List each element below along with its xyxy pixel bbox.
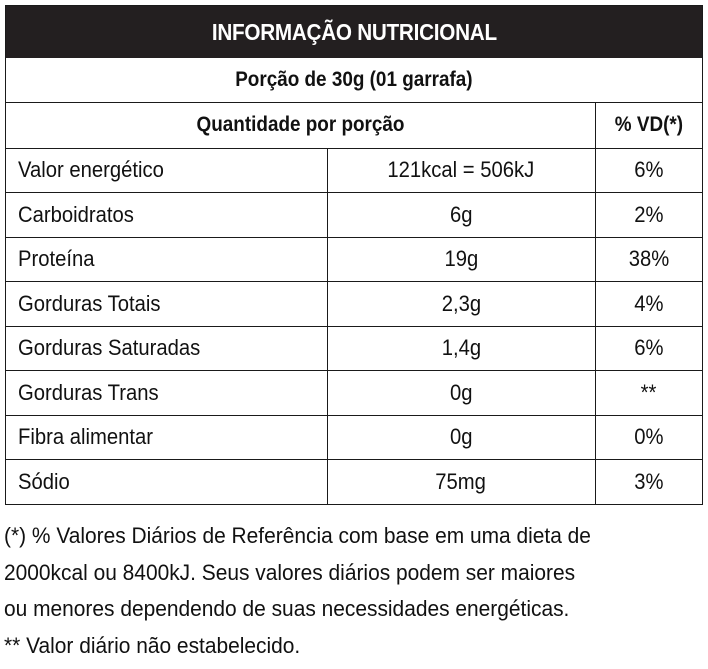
- footnotes: [4, 518, 704, 664]
- footnote-line: (*) % Valores Diários de Referência com base em uma dieta de: [4, 523, 591, 548]
- nutrient-vd: 2%: [595, 193, 702, 238]
- nutrient-vd: 6%: [595, 148, 702, 193]
- nutrient-vd: 38%: [595, 237, 702, 282]
- nutrient-amount: 19g: [327, 237, 595, 282]
- nutrient-amount: 6g: [327, 193, 595, 238]
- nutrient-amount: 75mg: [327, 460, 595, 505]
- table-row: [6, 326, 702, 371]
- footnote-line: ou menores dependendo de suas necessidades energéticas.: [4, 596, 570, 621]
- header-vd: [595, 103, 702, 148]
- nutrient-name: Fibra alimentar: [6, 415, 327, 460]
- header-vd-text: % VD(*): [614, 113, 683, 137]
- nutrient-name: Gorduras Trans: [6, 371, 327, 416]
- nutrient-amount: 121kcal = 506kJ: [327, 148, 595, 193]
- nutrient-amount: 0g: [327, 415, 595, 460]
- portion-size-row: [6, 58, 702, 103]
- nutrition-title: INFORMAÇÃO NUTRICIONAL: [211, 18, 497, 45]
- table-row: [6, 460, 702, 505]
- table-header-row: [6, 103, 702, 148]
- nutrient-vd: 4%: [595, 282, 702, 327]
- nutrient-name: Gorduras Saturadas: [6, 326, 327, 371]
- nutrient-name: Sódio: [6, 460, 327, 505]
- nutrition-table: [6, 103, 702, 504]
- table-row: [6, 148, 702, 193]
- nutrient-vd: 3%: [595, 460, 702, 505]
- table-row: [6, 282, 702, 327]
- nutrient-name: Carboidratos: [6, 193, 327, 238]
- header-quantity-text: Quantidade por porção: [196, 113, 405, 137]
- portion-size-text: Porção de 30g (01 garrafa): [235, 68, 473, 91]
- nutrient-vd: 0%: [595, 415, 702, 460]
- table-row: [6, 415, 702, 460]
- nutrient-amount: 1,4g: [327, 326, 595, 371]
- footnote-line: 2000kcal ou 8400kJ. Seus valores diários podem ser maiores: [4, 559, 576, 585]
- table-row: [6, 237, 702, 282]
- nutrient-name: Valor energético: [6, 148, 327, 193]
- nutrition-title-bar: [6, 6, 702, 58]
- nutrient-vd: **: [595, 371, 702, 416]
- nutrition-facts-panel: [5, 5, 703, 505]
- table-row: [6, 193, 702, 238]
- nutrient-name: Gorduras Totais: [6, 282, 327, 327]
- nutrient-vd: 6%: [595, 326, 702, 371]
- table-row: [6, 371, 702, 416]
- nutrient-amount: 2,3g: [327, 282, 595, 327]
- nutrient-amount: 0g: [327, 371, 595, 416]
- header-quantity: [6, 103, 595, 148]
- nutrient-name: Proteína: [6, 237, 327, 282]
- footnote-line: ** Valor diário não estabelecido.: [4, 632, 301, 658]
